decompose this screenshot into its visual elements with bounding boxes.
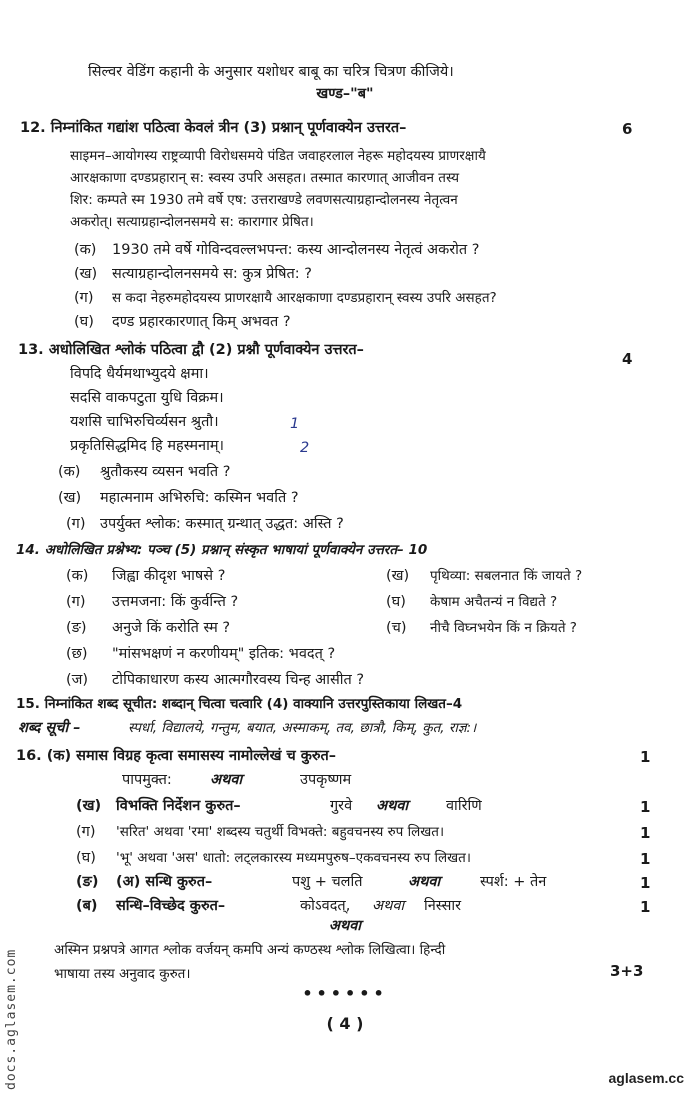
q16-sub-marks: 1 <box>640 874 651 892</box>
footer-dots: •••••• <box>302 984 388 1003</box>
q14-sub-label: (ख) <box>386 568 410 584</box>
q16-marks: 1 <box>640 748 651 766</box>
q12-sub-text: दण्ड प्रहारकारणात् किम् अभवत ? <box>112 314 291 330</box>
q12-sub-label: (ग) <box>74 290 94 306</box>
q13-marks: 4 <box>622 350 633 368</box>
q12-heading: 12. निम्नांकित गद्यांश पठित्वा केवलं त्रीन (3) प्रश्नान् पूर्णवाक्येन उत्तरत– <box>20 120 407 136</box>
q16-sub-or: अथवा <box>376 798 409 814</box>
q16-ka-or: अथवा <box>210 772 243 788</box>
q12-marks: 6 <box>622 120 633 138</box>
q12-sub-text: 1930 तमे वर्षे गोविन्दवल्लभपन्त: कस्य आन्दोलनस्य नेतृत्वं अकरोत ? <box>112 242 480 258</box>
q16-sub-alt: निस्सार <box>424 898 462 914</box>
q14-sub-text: अनुजे किं करोति स्म ? <box>112 620 231 636</box>
q13-verse-line: सदसि वाकपटुता युधि विक्रम। <box>70 390 224 406</box>
q14-sub-text: नीचै विघ्नभयेन किं न क्रियते ? <box>430 620 577 636</box>
q12-sub-label: (घ) <box>74 314 94 330</box>
q16-sub-alt: स्पर्श: + तेन <box>480 874 547 890</box>
q14-sub-text: पृथिव्या: सबलनात किं जायते ? <box>430 568 583 584</box>
q16-sub-label: (घ) <box>76 850 96 866</box>
q16-sub-marks: 1 <box>640 898 651 916</box>
q13-verse-line: विपदि धैर्यमथाभ्युदये क्षमा। <box>70 366 209 382</box>
q16-heading: 16. (क) समास विग्रह कृत्वा समासस्य नामोल्लेखं च कुरुत– <box>16 748 337 764</box>
q13-sub-text: श्रुतौकस्य व्यसन भवति ? <box>100 464 231 480</box>
q16-sub-label: (ख) <box>76 798 102 814</box>
q16-final-line: अस्मिन प्रश्नपत्रे आगत श्लोक वर्जयन् कमपि अन्यं कण्ठस्थ श्लोक लिखित्वा। हिन्दी <box>54 942 446 958</box>
q16-sub-heading: विभक्ति निर्देशन कुरुत– <box>116 798 241 814</box>
q13-annotation: 1 <box>290 416 300 432</box>
q15-heading: 15. निम्नांकित शब्द सूचीत: शब्दान् चित्वा चत्वारि (4) वाक्यानि उत्तरपुस्तिकाया लिखत–4 <box>16 696 463 712</box>
q16-or-center: अथवा <box>328 918 362 934</box>
q16-ka-text: पापमुक्त: <box>122 772 172 788</box>
q14-sub-text: केषाम अचैतन्यं न विद्यते ? <box>430 594 558 610</box>
q13-heading: 13. अधोलिखित श्लोकं पठित्वा द्वौ (2) प्रश्नौ पूर्णवाक्येन उत्तरत– <box>18 342 364 358</box>
q14-sub-label: (छ) <box>66 646 88 662</box>
q12-passage-line: शिर: कम्पते स्म 1930 तमे वर्षे एष: उत्तराखण्डे लवणसत्याग्रहान्दोलनस्य नेतृत्वन <box>70 192 458 208</box>
q16-sub-marks: 1 <box>640 850 651 868</box>
q14-sub-text: टोपिकाधारण कस्य आत्मगौरवस्य चिन्ह आसीत ? <box>112 672 365 688</box>
q13-sub-text: उपर्युक्त श्लोक: कस्मात् ग्रन्थात् उद्धत: अस्ति ? <box>100 516 344 532</box>
q16-final-marks: 3+3 <box>610 962 644 980</box>
corner-watermark: aglasem.cc <box>608 1070 684 1086</box>
q14-sub-label: (ङ) <box>66 620 87 636</box>
q13-sub-label: (क) <box>58 464 81 480</box>
q14-sub-label: (ग) <box>66 594 86 610</box>
side-watermark: docs.aglasem.com <box>4 948 19 1090</box>
q12-sub-label: (क) <box>74 242 97 258</box>
q16-sub-text: पशु + चलति <box>292 874 363 890</box>
q14-sub-label: (ज) <box>66 672 89 688</box>
q16-sub-text: कोऽवदत्, <box>300 898 351 914</box>
q12-sub-text: सत्याग्रहान्दोलनसमये स: कुत्र प्रेषित: ? <box>112 266 312 282</box>
q13-sub-label: (ख) <box>58 490 82 506</box>
q16-sub-or: अथवा <box>408 874 441 890</box>
q13-verse-line: प्रकृतिसिद्धमिद हि महस्मनाम्। <box>70 438 224 454</box>
q12-passage-line: आरक्षकाणा दण्डप्रहारान् स: स्वस्य उपरि असहत। तस्मात कारणात् आजीवन तस्य <box>70 170 460 186</box>
q14-sub-label: (क) <box>66 568 89 584</box>
q16-sub-text: 'भू' अथवा 'अस' धातो: लट्लकारस्य मध्यमपुरुष–एकवचनस्य रुप लिखत। <box>116 850 471 866</box>
q16-sub-marks: 1 <box>640 824 651 842</box>
q16-sub-label: (ग) <box>76 824 96 840</box>
q16-sub-label: (ब) <box>76 898 98 914</box>
q16-sub-label: (ङ) <box>76 874 99 890</box>
q12-passage-line: साइमन–आयोगस्य राष्ट्रव्यापी विरोधसमये पंडित जवाहरलाल नेहरू महोदयस्य प्राणरक्षायै <box>70 148 486 164</box>
q14-sub-text: उत्तमजना: किं कुर्वन्ति ? <box>112 594 239 610</box>
q14-sub-label: (घ) <box>386 594 406 610</box>
q16-final-line: भाषाया तस्य अनुवाद कुरुत। <box>54 966 191 982</box>
q16-sub-alt: वारिणि <box>446 798 482 814</box>
q12-sub-text: स कदा नेहरुमहोदयस्य प्राणरक्षायै आरक्षकाणा दण्डप्रहारान् स्वस्य उपरि असहत? <box>112 290 497 306</box>
q14-heading: 14. अधोलिखित प्रश्नेभ्य: पञ्च (5) प्रश्नान् संस्कृत भाषायां पूर्णवाक्येन उत्तरत– 10 <box>16 542 428 558</box>
q15-wordlist-label: शब्द सूची – <box>18 720 81 736</box>
q16-sub-text: 'सरित' अथवा 'रमा' शब्दस्य चतुर्थी विभक्ते: बहुवचनस्य रुप लिखत। <box>116 824 445 840</box>
q14-sub-label: (च) <box>386 620 407 636</box>
page-number: ( 4 ) <box>326 1014 364 1033</box>
q16-sub-or: अथवा <box>372 898 405 914</box>
q16-sub-heading: (अ) सन्धि कुरुत– <box>116 874 213 890</box>
q13-sub-label: (ग) <box>66 516 86 532</box>
q13-annotation: 2 <box>300 440 310 456</box>
section-title: खण्ड–"ब" <box>316 86 374 102</box>
q13-sub-text: महात्मनाम अभिरुचि: कस्मिन भवति ? <box>100 490 299 506</box>
q16-ka-alt: उपकृष्णम <box>300 772 352 788</box>
q13-verse-line: यशसि चाभिरुचिर्व्यसन श्रुतौ। <box>70 414 219 430</box>
q16-sub-marks: 1 <box>640 798 651 816</box>
q12-passage-line: अकरोत्। सत्याग्रहान्दोलनसमये स: कारागार प्रेषित। <box>70 214 314 230</box>
q16-sub-text: गुरवे <box>330 798 353 814</box>
q14-sub-text: "मांसभक्षणं न करणीयम्" इतिक: भवदत् ? <box>112 646 336 662</box>
q14-sub-text: जिह्वा कीदृश भाषसे ? <box>112 568 226 584</box>
q16-sub-heading: सन्धि–विच्छेद कुरुत– <box>116 898 226 914</box>
header-line: सिल्वर वेडिंग कहानी के अनुसार यशोधर बाबू का चरित्र चित्रण कीजिये। <box>88 64 454 80</box>
q15-wordlist: स्पर्धा, विद्यालये, गन्तुम, बयात, अस्माकम्, तव, छात्रौ, किम्, कुत, राज्ञ:। <box>128 720 477 736</box>
q12-sub-label: (ख) <box>74 266 98 282</box>
